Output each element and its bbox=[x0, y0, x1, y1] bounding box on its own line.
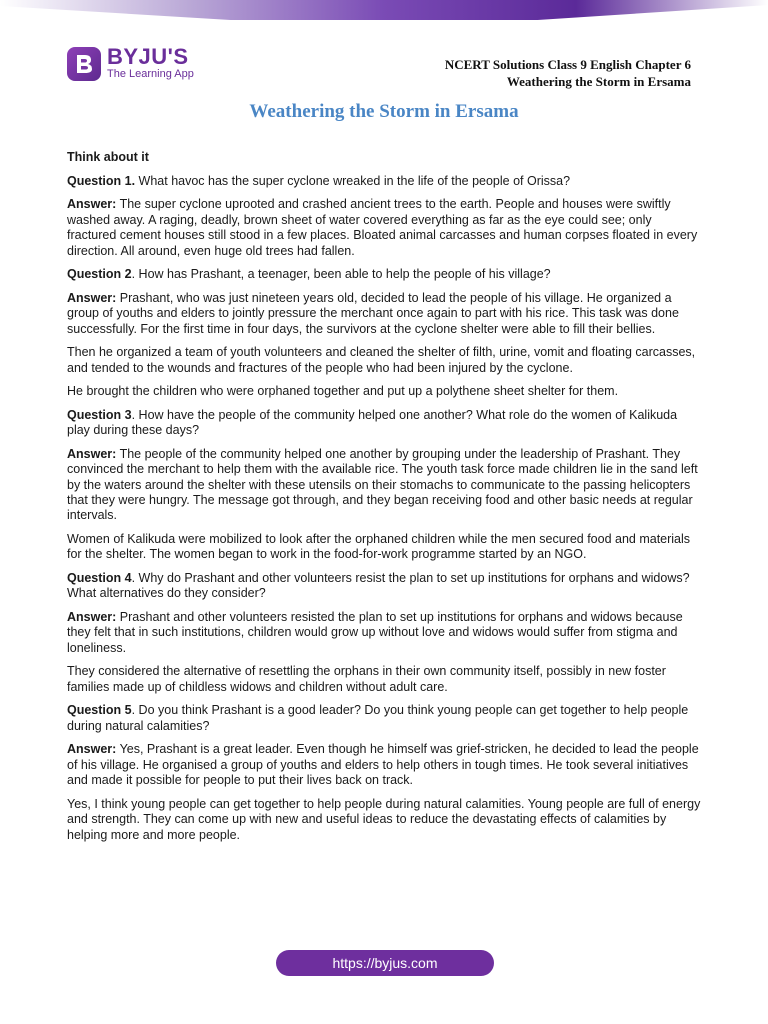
paragraph-label: Answer: bbox=[67, 610, 117, 625]
byjus-b-icon bbox=[67, 47, 101, 81]
page-header bbox=[445, 56, 691, 90]
answer-paragraph bbox=[67, 610, 703, 656]
document-body bbox=[67, 150, 703, 851]
question-paragraph bbox=[67, 267, 703, 282]
paragraph-text: Yes, Prashant is a great leader. Even though he himself was grief-stricken, he decided to lead the people of his village. He organised a group of youths and elders to help others in tough times. He took several initiatives and made it possible for people to put their lives back on track. bbox=[67, 742, 699, 788]
top-decorative-band bbox=[0, 0, 768, 20]
brand-name: BYJU'S bbox=[107, 44, 189, 69]
paragraph-label: Question 4 bbox=[67, 571, 132, 586]
paragraph-text: . How has Prashant, a teenager, been able to help the people of his village? bbox=[131, 267, 551, 282]
body-paragraph bbox=[67, 664, 703, 695]
section-heading: Think about it bbox=[67, 150, 149, 164]
footer-url-badge[interactable] bbox=[276, 950, 494, 976]
paragraph-text: . How have the people of the community helped one another? What role do the women of Kalikuda play during these days? bbox=[67, 407, 678, 438]
body-paragraph bbox=[67, 345, 703, 376]
paragraph-label: Answer: bbox=[67, 742, 117, 757]
footer-url: https://byjus.com bbox=[332, 955, 438, 971]
paragraph-label: Answer: bbox=[67, 290, 117, 305]
body-paragraph bbox=[67, 532, 703, 563]
paragraph-label: Answer: bbox=[67, 197, 117, 212]
qa-list bbox=[67, 174, 703, 843]
answer-paragraph bbox=[67, 742, 703, 788]
document-title: Weathering the Storm in Ersama bbox=[249, 101, 519, 122]
paragraph-label: Question 3 bbox=[67, 407, 132, 422]
paragraph-text: They considered the alternative of resettling the orphans in their own community itself, possibly in new foster families made up of childless widows and children without adult care. bbox=[67, 664, 666, 694]
header-line-2: Weathering the Storm in Ersama bbox=[506, 74, 691, 89]
answer-paragraph bbox=[67, 447, 703, 524]
paragraph-text: Yes, I think young people can get together to help people during natural calamities. Young people are full of energy and strength. They can come up with new and useful ideas to reduce the devastating effects of calamities by helping more and more people. bbox=[67, 796, 701, 842]
paragraph-text: What havoc has the super cyclone wreaked in the life of the people of Orissa? bbox=[135, 173, 571, 188]
paragraph-text: Prashant, who was just nineteen years old, decided to lead the people of his village. He organized a group of youths and elders to jointly pressure the merchant once again to part with his rice. This task was done successfully. For the first time in four days, the survivors at the cyclone shelter were able to fill their bellies. bbox=[67, 290, 679, 336]
question-paragraph bbox=[67, 571, 703, 602]
paragraph-text: He brought the children who were orphaned together and put up a polythene sheet shelter for them. bbox=[67, 384, 619, 399]
question-paragraph bbox=[67, 408, 703, 439]
paragraph-text: The super cyclone uprooted and crashed ancient trees to the earth. People and houses were swiftly washed away. A raging, deadly, brown sheet of water covered everything as far as the eye could see; only fractured cement houses still stood in a few places. Bloated animal carcasses and human corpses floated in every direction. All around, even huge old trees had fallen. bbox=[67, 197, 698, 258]
b-glyph-icon bbox=[73, 52, 95, 76]
paragraph-text: Prashant and other volunteers resisted the plan to set up institutions for orphans and widows because they felt that in such institutions, children would grow up without love and widows would suffer from stigma and loneliness. bbox=[67, 610, 683, 655]
brand-tagline: The Learning App bbox=[107, 68, 194, 80]
paragraph-label: Question 1. bbox=[67, 173, 136, 188]
byjus-logo bbox=[67, 46, 194, 81]
paragraph-text: The people of the community helped one another by grouping under the leadership of Prashant. They convinced the merchant to help them with the available rice. The youth task force made children lie in the sand left by the waters around the shelter with these utensils on their stomachs to communicate to the passing helicopters that they were hungry. The message got through, and they began receiving food and other basic needs at regular intervals. bbox=[67, 446, 698, 523]
paragraph-label: Question 5 bbox=[67, 703, 132, 718]
body-paragraph bbox=[67, 384, 703, 399]
paragraph-label: Question 2 bbox=[67, 267, 132, 282]
paragraph-text: . Why do Prashant and other volunteers resist the plan to set up institutions for orphans and widows? What alternatives do they consider? bbox=[67, 571, 690, 601]
question-paragraph bbox=[67, 703, 703, 734]
paragraph-text: Then he organized a team of youth volunteers and cleaned the shelter of filth, urine, vomit and floating carcasses, and tended to the wounds and fractures of the people who had been injured by the cyclone. bbox=[67, 345, 696, 375]
paragraph-text: Women of Kalikuda were mobilized to look after the orphaned children while the men secured food and materials for the shelter. The women began to work in the food-for-work programme started by an NGO. bbox=[67, 532, 691, 562]
body-paragraph bbox=[67, 797, 703, 843]
question-paragraph bbox=[67, 174, 703, 189]
header-line-1: NCERT Solutions Class 9 English Chapter 6 bbox=[444, 57, 691, 72]
paragraph-text: . Do you think Prashant is a good leader? Do you think young people can get together to help people during natural calamities? bbox=[67, 703, 689, 733]
answer-paragraph bbox=[67, 291, 703, 337]
answer-paragraph bbox=[67, 197, 703, 259]
paragraph-label: Answer: bbox=[67, 446, 117, 461]
